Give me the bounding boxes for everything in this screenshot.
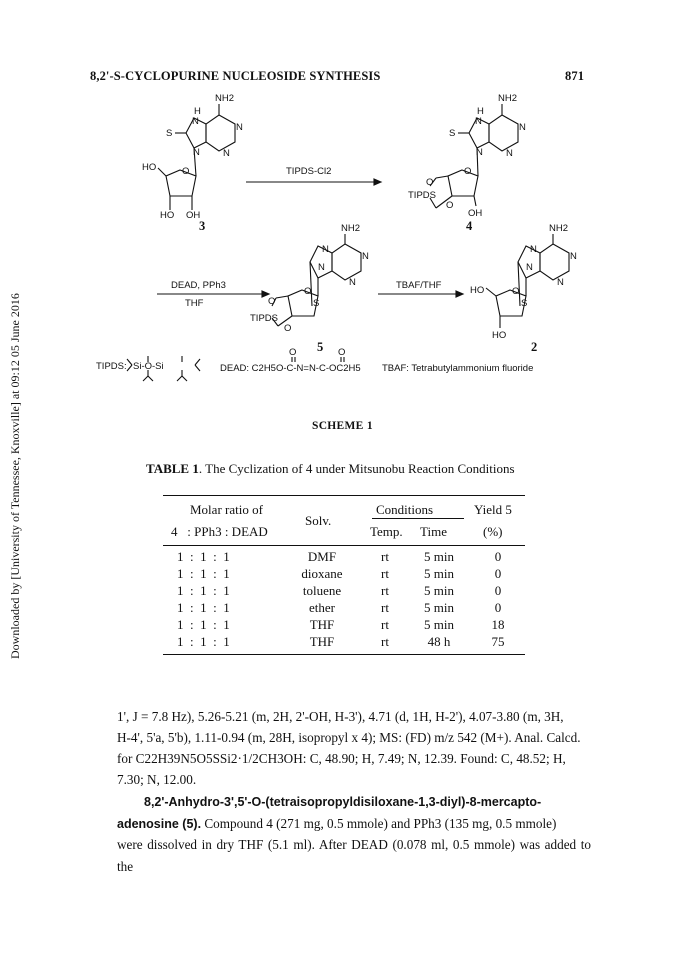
svg-text:N: N [557,277,564,288]
svg-text:O: O [182,166,190,177]
svg-text:S: S [449,128,456,139]
table-cell-ratio: 1 : 1 : 1 [177,582,230,598]
col-temp: Temp. [370,524,403,539]
table-row [163,633,525,650]
compound-4-number: 4 [466,219,473,233]
svg-text:OH: OH [468,208,483,219]
svg-text:OH: OH [186,210,201,221]
col-conditions: Conditions [376,502,434,517]
svg-text:O: O [304,286,312,297]
table-cell-temp: rt [381,599,389,615]
svg-text:S: S [313,298,320,309]
table-cell-time: 5 min [424,548,454,564]
svg-text:HO: HO [492,330,507,341]
svg-text:O: O [426,177,434,188]
body-line: were dissolved in dry THF (5.1 ml). After DEAD (0.078 ml, 0.5 mmole) was added to the [117,837,591,874]
body-line: 7.30; N, 12.00. [117,772,197,787]
reagent-tbaf: TBAF/THF [396,280,442,291]
pyrimidine-ring-5 [332,244,361,280]
tbaf-legend: TBAF: Tetrabutylammonium fluoride [382,363,534,374]
nh2-label-3: NH2 [215,93,235,104]
svg-text:O: O [512,286,520,297]
table-cell-temp: rt [381,582,389,598]
nh2-label-2: NH2 [549,223,569,234]
col-molar-sub: 4 : PPh3 : DEAD [171,524,268,539]
svg-text:N: N [322,244,329,255]
svg-text:N: N [570,251,577,262]
table-cell-temp: rt [381,548,389,564]
svg-text:HO: HO [160,210,175,221]
pyrimidine-ring-4 [489,115,518,151]
scheme-caption: SCHEME 1 [312,420,373,432]
tipds-formula: Si-O-Si [133,361,164,372]
table-cell-ratio: 1 : 1 : 1 [177,616,230,632]
table-cell-time: 5 min [424,599,454,615]
reagent-thf: THF [185,298,204,309]
reagent-tipds-cl2: TIPDS-Cl2 [286,166,332,177]
table-cell-yield: 0 [494,599,502,615]
col-yield-unit: (%) [483,524,503,539]
table-cell-yield: 0 [494,548,502,564]
svg-text:S: S [521,298,528,309]
table-cell-temp: rt [381,616,389,632]
svg-text:N: N [318,262,325,273]
body-line: for C22H39N5O5SSi2·1/2CH3OH: C, 48.90; H, 7.49; N, 12.39. Found: C, 48.52; H, [117,751,566,766]
ribose-ring-4 [448,170,478,196]
svg-text:N: N [223,148,230,159]
svg-text:N: N [519,122,526,133]
table-row [163,548,525,565]
conditions-rule [372,518,464,519]
col-solv: Solv. [305,513,332,528]
table-top-rule [163,495,525,496]
body-line: 1', J = 7.8 Hz), 5.26-5.21 (m, 2H, 2'-OH, H-3'), 4.71 (d, 1H, H-2'), 4.07-3.80 (m, 3H, [117,709,564,724]
table-row [163,599,525,616]
table-cell-temp: rt [381,565,389,581]
col-time: Time [420,524,447,539]
compound-3-number: 3 [199,219,206,233]
svg-text:N: N [236,122,243,133]
svg-text:N: N [506,148,513,159]
table-cell-time: 5 min [424,582,454,598]
svg-text:O: O [446,200,454,211]
table-cell-yield: 0 [494,565,502,581]
svg-text:TIPDS: TIPDS [250,313,278,324]
table-cell-solv: THF [309,616,335,632]
table-cell-solv: THF [309,633,335,649]
svg-text:S: S [166,128,173,139]
table-cell-yield: 0 [494,582,502,598]
svg-text:O: O [289,347,297,358]
compound-heading-cont: adenosine (5). [117,817,202,831]
pyrimidine-ring-2 [540,244,569,280]
table-row [163,616,525,633]
svg-text:N: N [193,147,200,158]
svg-text:O: O [284,323,292,334]
svg-text:N: N [192,116,199,127]
table-cell-solv: toluene [302,582,342,598]
table-cell-solv: ether [309,599,335,615]
compound-2-number: 2 [531,340,538,354]
results-table [163,548,525,650]
table-cell-ratio: 1 : 1 : 1 [177,633,230,649]
scheme-drawing [0,0,675,420]
tipds-legend-label: TIPDS: [96,361,127,372]
svg-text:TIPDS: TIPDS [408,190,436,201]
download-watermark: Downloaded by [University of Tennessee, Knoxville] at 09:12 05 June 2016 [8,293,22,659]
table-cell-temp: rt [381,633,389,649]
col-yield: Yield 5 [474,502,512,517]
table-title: TABLE 1. The Cyclization of 4 under Mitsunobu Reaction Conditions [146,461,515,476]
svg-text:N: N [362,251,369,262]
svg-text:O: O [464,166,472,177]
table-row [163,582,525,599]
table-cell-time: 48 h [427,633,451,649]
svg-text:H: H [194,106,201,117]
pyrimidine-ring-3 [206,115,235,151]
compound-5-number: 5 [317,340,324,354]
reagent-dead-pph3: DEAD, PPh3 [171,280,226,291]
table-row [163,565,525,582]
ribose-ring-3 [166,170,196,196]
col-molar-ratio: Molar ratio of [190,502,263,517]
svg-text:H: H [477,106,484,117]
table-cell-time: 5 min [424,565,454,581]
table-cell-yield: 18 [491,616,505,632]
table-cell-solv: DMF [307,548,337,564]
table-cell-yield: 75 [491,633,505,649]
body-line: adenosine (5). Compound 4 (271 mg, 0.5 mmole) and PPh3 (135 mg, 0.5 mmole) [117,816,557,831]
table-cell-time: 5 min [424,616,454,632]
table-bottom-rule [163,654,525,655]
svg-text:N: N [476,147,483,158]
table-cell-ratio: 1 : 1 : 1 [177,599,230,615]
svg-text:N: N [530,244,537,255]
svg-text:N: N [526,262,533,273]
body-line: H-4', 5'a, 5'b), 1.11-0.94 (m, 28H, isopropyl x 4); MS: (FD) m/z 542 (M+). Anal. Calcd. [117,730,581,745]
svg-text:HO: HO [470,285,485,296]
svg-text:O: O [338,347,346,358]
nh2-label-5: NH2 [341,223,361,234]
table-header-rule [163,545,525,546]
page-number: 871 [565,69,585,83]
svg-text:N: N [349,277,356,288]
svg-text:N: N [475,116,482,127]
dead-legend: DEAD: C2H5O-C-N=N-C-OC2H5 [220,363,361,374]
svg-text:HO: HO [142,162,157,173]
compound-heading: 8,2'-Anhydro-3',5'-O-(tetraisopropyldisiloxane-1,3-diyl)-8-mercapto- [144,795,542,809]
svg-text:O: O [268,296,276,307]
running-title: 8,2'-S-CYCLOPURINE NUCLEOSIDE SYNTHESIS [90,69,381,83]
nh2-label-4: NH2 [498,93,518,104]
table-cell-ratio: 1 : 1 : 1 [177,548,230,564]
table-cell-ratio: 1 : 1 : 1 [177,565,230,581]
table-cell-solv: dioxane [301,565,343,581]
